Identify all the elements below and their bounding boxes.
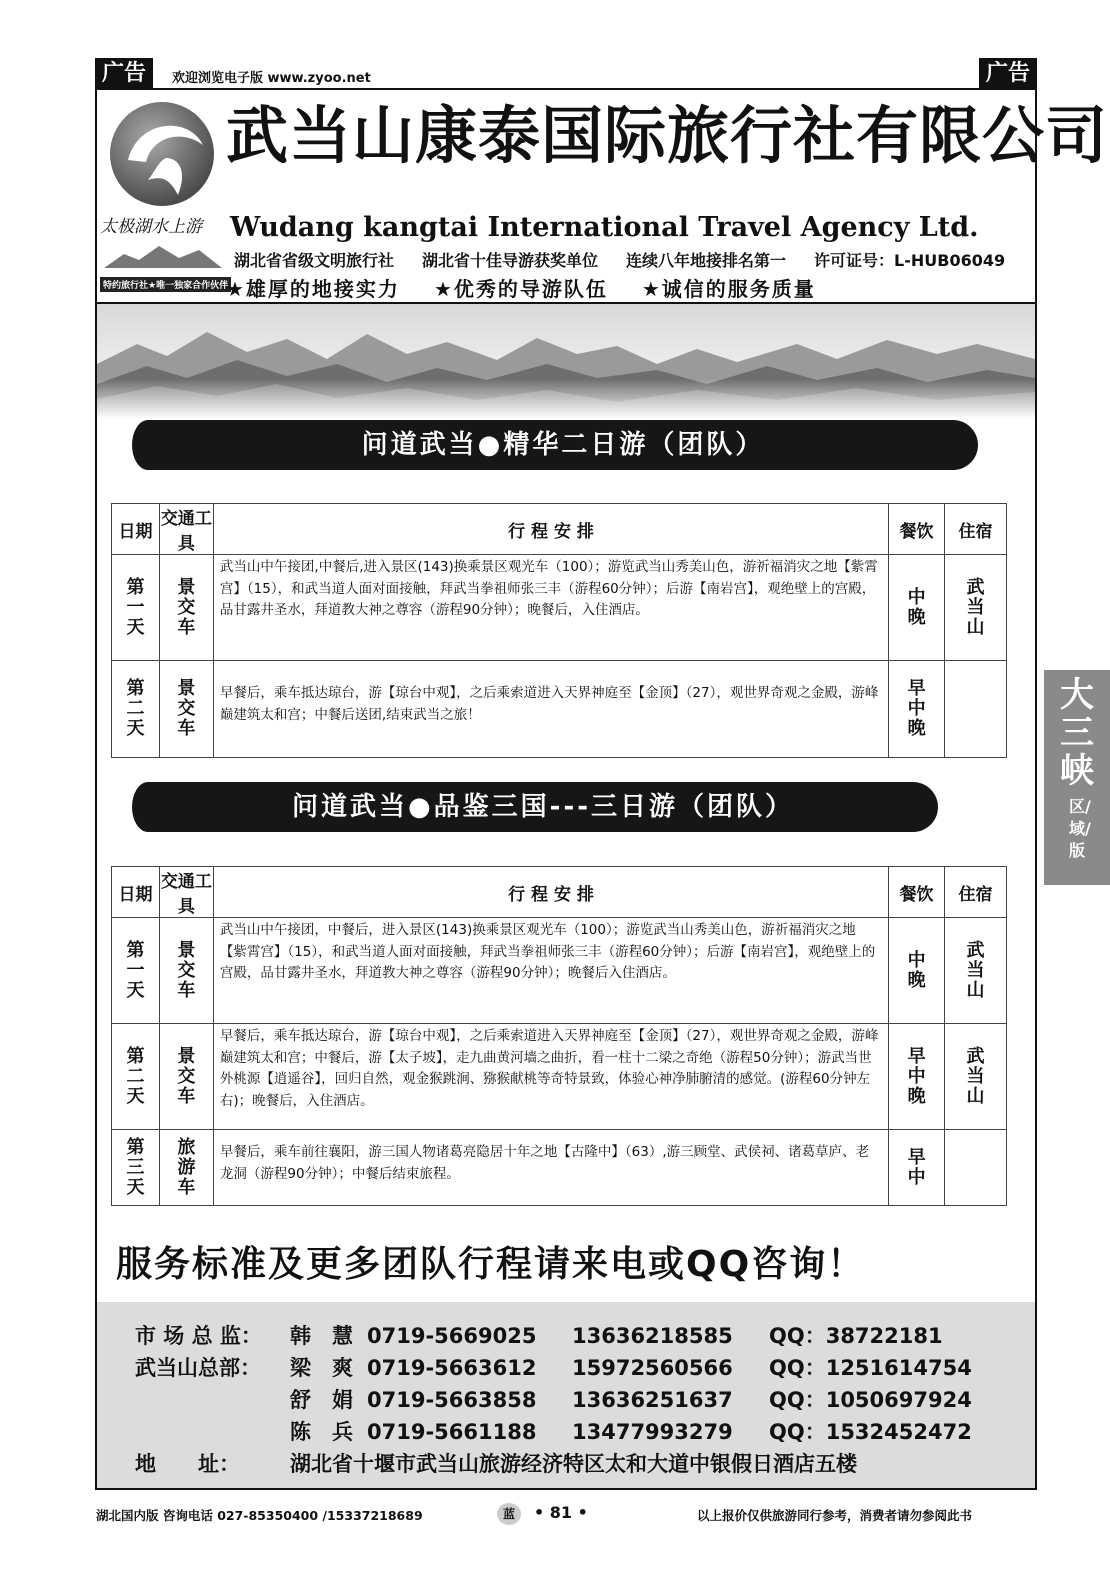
banner-cap xyxy=(132,420,164,470)
col-header-date: 日期 xyxy=(112,867,160,918)
col-header-lodging: 住宿 xyxy=(945,867,1007,918)
slogan-3: ★诚信的服务质量 xyxy=(641,277,816,301)
col-header-meals: 餐饮 xyxy=(889,504,945,555)
meals-label: 中晚 xyxy=(907,586,926,628)
contact-row xyxy=(135,1352,972,1382)
tour1-title: 问道武当●精华二日游（团队） xyxy=(361,430,765,460)
meals-label: 早中晚 xyxy=(907,678,926,739)
contact-qq: QQ：1532452472 xyxy=(769,1420,972,1444)
footer-left: 湖北国内版 咨询电话 027-85350400 /15337218689 xyxy=(96,1508,423,1523)
day-cell xyxy=(112,661,160,758)
col-header-lodging: 住宿 xyxy=(945,504,1007,555)
contact-mobile: 13636251637 xyxy=(572,1388,733,1412)
ad-tag-right: 广告 xyxy=(979,58,1037,90)
meals-cell xyxy=(889,555,945,661)
contact-qq: QQ：1050697924 xyxy=(769,1388,972,1412)
meals-label: 早中晚 xyxy=(907,1045,926,1107)
address-row xyxy=(135,1448,857,1478)
contact-phone: 0719-5661188 xyxy=(367,1420,537,1444)
tour1-banner xyxy=(148,420,978,470)
col-header-schedule: 行 程 安 排 xyxy=(213,867,888,918)
lodging-cell xyxy=(945,1130,1007,1206)
col-header-meals: 餐饮 xyxy=(889,867,945,918)
slogans-line xyxy=(226,273,816,302)
meals-cell xyxy=(889,661,945,758)
day-cell xyxy=(112,555,160,661)
transport-label: 景交车 xyxy=(177,678,196,739)
day-label: 第三天 xyxy=(126,1136,145,1198)
address-value: 湖北省十堰市武当山旅游经济特区太和大道中银假日酒店五楼 xyxy=(290,1452,857,1476)
mountain-emblem xyxy=(104,240,222,270)
meals-cell xyxy=(889,1130,945,1206)
lodging-cell xyxy=(945,918,1007,1024)
license-number: 许可证号：L-HUB06049 xyxy=(814,251,1006,270)
lodging-label: 武当山 xyxy=(966,1045,985,1107)
transport-label: 景交车 xyxy=(177,939,196,1001)
transport-cell xyxy=(159,1024,213,1130)
col-header-date: 日期 xyxy=(112,504,160,555)
credentials-line xyxy=(234,248,1005,271)
schedule-cell: 武当山中午接团，中餐后，进入景区(143)换乘景区观光车（100）；游览武当山秀美山色，游祈福消灾之地【紫霄宫】（15），和武当道人面对面接触，拜武当拳祖师张三丰（游程60分钟）；后游【南岩宫】，观绝壁上的宫殿，品甘露井圣水，拜道教大神之尊容（游程90分钟）；晚餐后入住酒店。 xyxy=(213,918,888,1024)
table-row xyxy=(112,1024,1007,1130)
mountain-landscape-image xyxy=(97,304,1035,419)
contact-mobile: 13636218585 xyxy=(572,1324,733,1348)
logo-caption: 太极湖水上游 xyxy=(100,217,202,237)
page-badge: 蓝 xyxy=(497,1503,521,1525)
tour2-banner xyxy=(148,782,938,832)
contact-qq: QQ：1251614754 xyxy=(769,1356,972,1380)
contact-phone: 0719-5669025 xyxy=(367,1324,537,1348)
day-cell xyxy=(112,1024,160,1130)
day-label: 第一天 xyxy=(126,939,145,1001)
side-tab-sub: 区/域/版 xyxy=(1069,797,1091,860)
day-cell xyxy=(112,1130,160,1206)
col-header-transport: 交通工具 xyxy=(159,504,213,555)
slogan-1: ★雄厚的地接实力 xyxy=(226,277,400,301)
lodging-label: 武当山 xyxy=(966,576,985,638)
schedule-cell: 早餐后，乘车抵达琼台，游【琼台中观】，之后乘索道进入天界神庭至【金顶】（27），观世界奇观之金殿，游峰巅建筑太和宫；中餐后，游【太子坡】，走九曲黄河墙之曲折，看一柱十二梁之奇绝（游程50分钟）；游武当世外桃源【逍遥谷】，回归自然，观金猴跳涧、猕猴献桃等奇特景致，体验心神净肺腑清的感觉。(游程60分钟左右)；晚餐后，入住酒店。 xyxy=(213,1024,888,1130)
transport-cell xyxy=(159,661,213,758)
col-header-schedule: 行 程 安 排 xyxy=(213,504,888,555)
lodging-cell xyxy=(945,555,1007,661)
col-header-transport: 交通工具 xyxy=(159,867,213,918)
tour2-itinerary-table xyxy=(111,866,1007,1206)
transport-cell xyxy=(159,555,213,661)
side-tab-main: 大三峡 xyxy=(1060,675,1094,791)
lodging-cell xyxy=(945,1024,1007,1130)
lodging-cell xyxy=(945,661,1007,758)
welcome-text: 欢迎浏览电子版 www.zyoo.net xyxy=(172,71,371,86)
tour1-itinerary-table xyxy=(111,503,1007,758)
transport-cell xyxy=(159,918,213,1024)
schedule-cell: 武当山中午接团,中餐后,进入景区(143)换乘景区观光车（100）；游览武当山秀美山色，游祈福消灾之地【紫霄宫】（15），和武当道人面对面接触，拜武当拳祖师张三丰（游程60分钟）；后游【南岩宫】，观绝壁上的宫殿，品甘露井圣水，拜道教大神之尊容（游程90分钟）；晚餐后，入住酒店。 xyxy=(213,555,888,661)
day-cell xyxy=(112,918,160,1024)
table-row xyxy=(112,555,1007,661)
table-row xyxy=(112,1130,1007,1206)
ad-tag-left: 广告 xyxy=(95,58,153,90)
contact-phone: 0719-5663612 xyxy=(367,1356,537,1380)
company-name-en: Wudang kangtai International Travel Agency Ltd. xyxy=(230,212,979,243)
lodging-label: 武当山 xyxy=(966,939,985,1001)
contact-row xyxy=(135,1416,972,1446)
meals-cell xyxy=(889,918,945,1024)
contact-mobile: 13477993279 xyxy=(572,1420,733,1444)
company-name-cn: 武当山康泰国际旅行社有限公司 xyxy=(226,99,1109,172)
slogan-2: ★优秀的导游队伍 xyxy=(433,277,608,301)
contact-name: 舒 娟 xyxy=(290,1388,353,1412)
day-label: 第一天 xyxy=(126,576,145,638)
schedule-cell: 早餐后，乘车抵达琼台，游【琼台中观】，之后乘索道进入天界神庭至【金顶】（27），观世界奇观之金殿，游峰巅建筑太和宫；中餐后送团,结束武当之旅！ xyxy=(213,661,888,758)
table-row xyxy=(112,661,1007,758)
meals-cell xyxy=(889,1024,945,1130)
day-label: 第二天 xyxy=(126,678,145,739)
contact-name: 陈 兵 xyxy=(290,1420,353,1444)
transport-label: 旅游车 xyxy=(177,1136,196,1198)
transport-label: 景交车 xyxy=(177,576,196,638)
meals-label: 中晚 xyxy=(907,949,926,991)
day-label: 第二天 xyxy=(126,1045,145,1107)
call-to-action: 服务标准及更多团队行程请来电或QQ咨询！ xyxy=(116,1244,866,1285)
company-logo xyxy=(108,100,216,208)
credential-2: 湖北省十佳导游获奖单位 xyxy=(422,251,599,270)
page-number: • 81 • xyxy=(534,1503,588,1522)
contact-name: 韩 慧 xyxy=(290,1324,353,1348)
banner-cap xyxy=(132,782,164,832)
contact-row xyxy=(135,1320,943,1350)
credential-3: 连续八年地接排名第一 xyxy=(626,251,787,270)
footer-right: 以上报价仅供旅游同行参考，消费者请勿参阅此书 xyxy=(697,1508,973,1523)
contact-role: 武当山总部： xyxy=(135,1356,261,1380)
tour2-title: 问道武当●品鉴三国---三日游（团队） xyxy=(291,792,795,822)
contact-role: 市 场 总 监： xyxy=(135,1324,262,1348)
region-side-tab xyxy=(1044,670,1110,885)
meals-label: 早中 xyxy=(907,1146,926,1188)
contact-row xyxy=(135,1384,972,1414)
transport-cell xyxy=(159,1130,213,1206)
transport-label: 景交车 xyxy=(177,1045,196,1107)
table-header-row xyxy=(112,867,1007,918)
contact-name: 梁 爽 xyxy=(290,1356,353,1380)
schedule-cell: 早餐后，乘车前往襄阳，游三国人物诸葛亮隐居十年之地【古隆中】（63）,游三顾堂、武侯祠、诸葛草庐、老龙洞（游程90分钟）；中餐后结束旅程。 xyxy=(213,1130,888,1206)
address-label: 地 址： xyxy=(135,1452,240,1476)
table-row xyxy=(112,918,1007,1024)
contact-phone: 0719-5663858 xyxy=(367,1388,537,1412)
table-header-row xyxy=(112,504,1007,555)
contact-qq: QQ：38722181 xyxy=(769,1324,943,1348)
contact-mobile: 15972560566 xyxy=(572,1356,733,1380)
credential-1: 湖北省省级文明旅行社 xyxy=(234,251,395,270)
partner-note: 特约旅行社★唯一独家合作伙伴 xyxy=(100,277,231,292)
